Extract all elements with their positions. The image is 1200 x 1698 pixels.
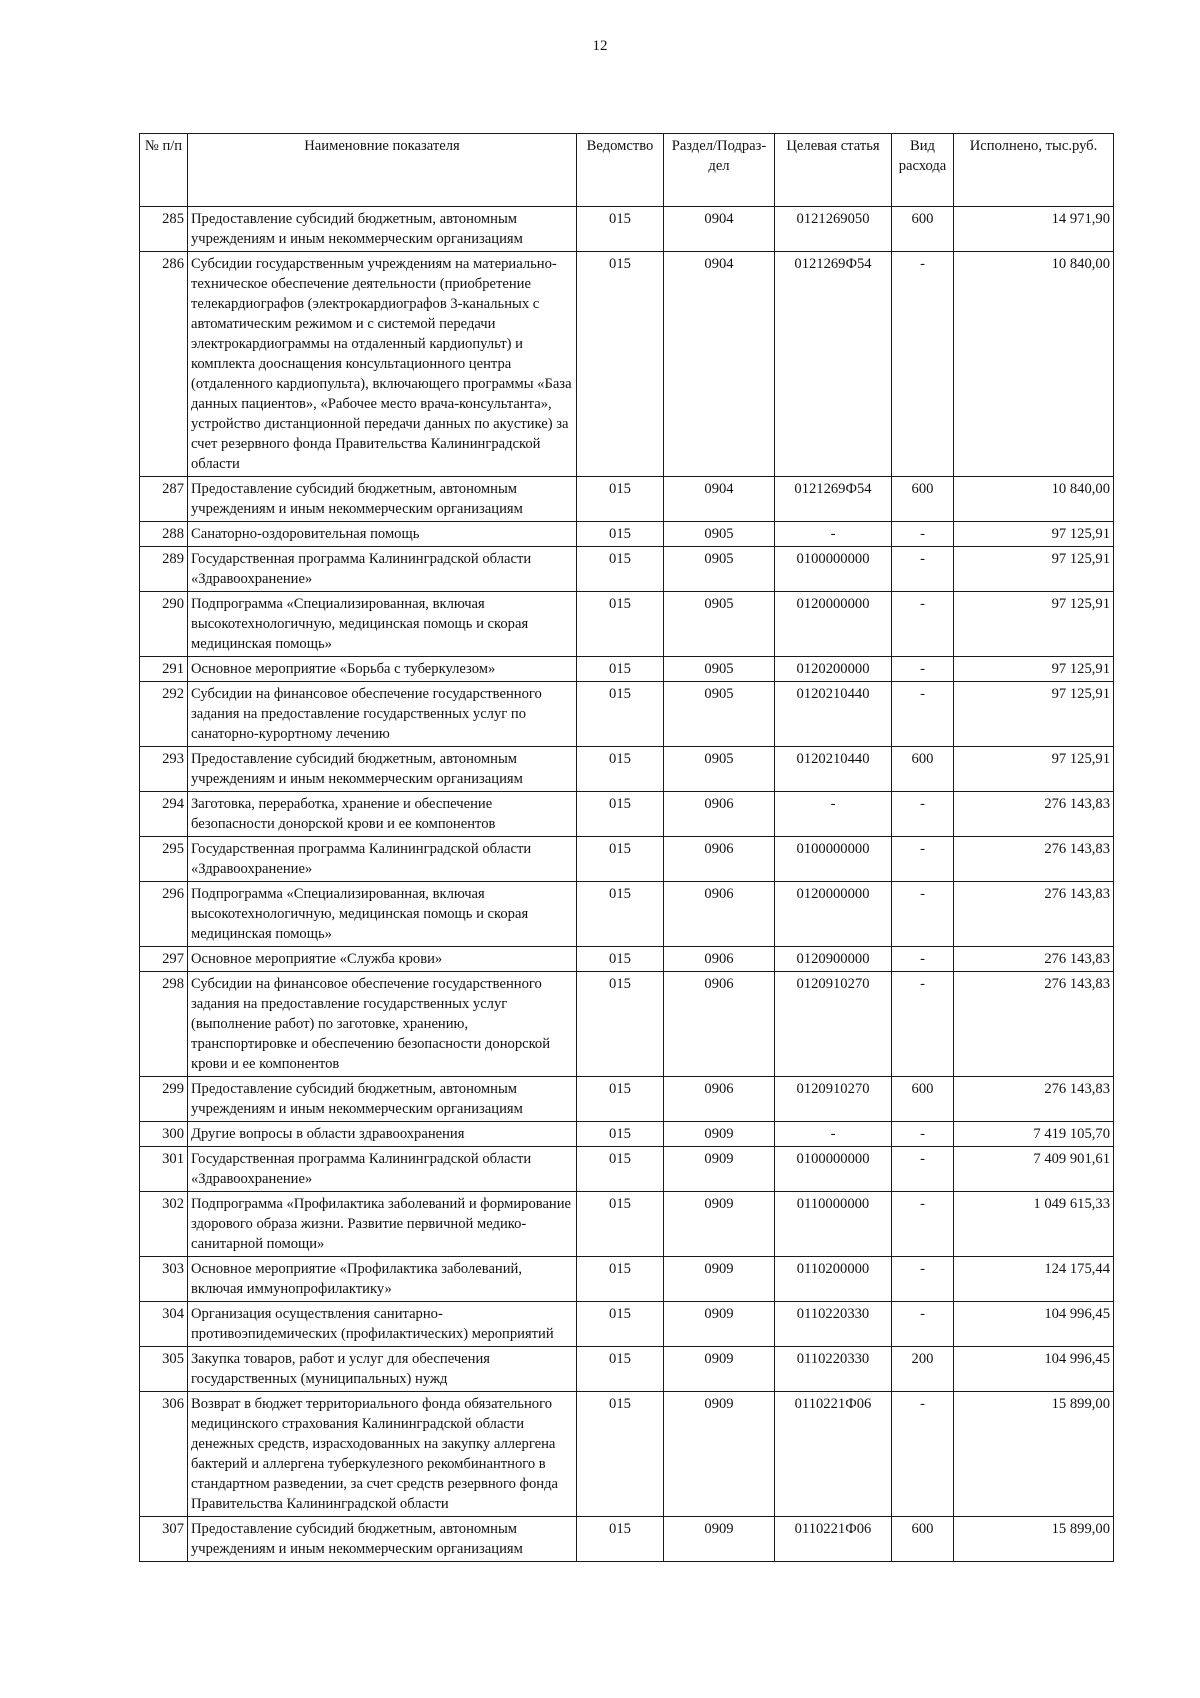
header-dept: Ведомство xyxy=(577,134,664,207)
cell-type: - xyxy=(892,947,954,972)
cell-section: 0905 xyxy=(664,747,775,792)
cell-name: Основное мероприятие «Борьба с туберкулезом» xyxy=(188,657,577,682)
cell-num: 287 xyxy=(140,477,188,522)
table-row xyxy=(140,837,1114,882)
cell-num: 303 xyxy=(140,1257,188,1302)
cell-section: 0909 xyxy=(664,1122,775,1147)
cell-target: 0120910270 xyxy=(775,972,892,1077)
cell-target: 0120210440 xyxy=(775,682,892,747)
table-row xyxy=(140,522,1114,547)
cell-target: 0100000000 xyxy=(775,547,892,592)
cell-dept: 015 xyxy=(577,972,664,1077)
cell-name: Санаторно-оздоровительная помощь xyxy=(188,522,577,547)
cell-dept: 015 xyxy=(577,882,664,947)
cell-section: 0909 xyxy=(664,1192,775,1257)
cell-num: 298 xyxy=(140,972,188,1077)
cell-num: 294 xyxy=(140,792,188,837)
cell-dept: 015 xyxy=(577,1257,664,1302)
cell-amount: 124 175,44 xyxy=(954,1257,1114,1302)
cell-name: Другие вопросы в области здравоохранения xyxy=(188,1122,577,1147)
table-row xyxy=(140,1122,1114,1147)
table-body xyxy=(140,207,1114,1562)
cell-section: 0905 xyxy=(664,522,775,547)
cell-section: 0909 xyxy=(664,1147,775,1192)
cell-section: 0904 xyxy=(664,207,775,252)
cell-target: - xyxy=(775,522,892,547)
cell-amount: 15 899,00 xyxy=(954,1392,1114,1517)
cell-num: 288 xyxy=(140,522,188,547)
cell-type: 600 xyxy=(892,1517,954,1562)
table-row xyxy=(140,947,1114,972)
table-row xyxy=(140,1257,1114,1302)
cell-amount: 97 125,91 xyxy=(954,657,1114,682)
cell-dept: 015 xyxy=(577,1192,664,1257)
cell-dept: 015 xyxy=(577,1392,664,1517)
cell-name: Государственная программа Калининградской области «Здравоохранение» xyxy=(188,1147,577,1192)
cell-type: - xyxy=(892,1192,954,1257)
cell-type: - xyxy=(892,972,954,1077)
cell-section: 0906 xyxy=(664,972,775,1077)
cell-num: 295 xyxy=(140,837,188,882)
cell-amount: 7 409 901,61 xyxy=(954,1147,1114,1192)
cell-target: 0110221Ф06 xyxy=(775,1517,892,1562)
cell-amount: 97 125,91 xyxy=(954,547,1114,592)
cell-target: 0120910270 xyxy=(775,1077,892,1122)
cell-amount: 97 125,91 xyxy=(954,747,1114,792)
cell-dept: 015 xyxy=(577,592,664,657)
cell-target: - xyxy=(775,1122,892,1147)
table-row xyxy=(140,747,1114,792)
table-row xyxy=(140,1347,1114,1392)
cell-amount: 1 049 615,33 xyxy=(954,1192,1114,1257)
table-row xyxy=(140,252,1114,477)
table-row xyxy=(140,1302,1114,1347)
cell-dept: 015 xyxy=(577,792,664,837)
cell-target: 0110200000 xyxy=(775,1257,892,1302)
cell-section: 0909 xyxy=(664,1302,775,1347)
cell-target: 0120000000 xyxy=(775,592,892,657)
cell-amount: 276 143,83 xyxy=(954,1077,1114,1122)
cell-section: 0909 xyxy=(664,1392,775,1517)
cell-type: - xyxy=(892,522,954,547)
cell-num: 299 xyxy=(140,1077,188,1122)
table-row xyxy=(140,682,1114,747)
cell-target: 0120900000 xyxy=(775,947,892,972)
cell-amount: 97 125,91 xyxy=(954,522,1114,547)
cell-dept: 015 xyxy=(577,1347,664,1392)
cell-target: 0100000000 xyxy=(775,837,892,882)
cell-dept: 015 xyxy=(577,1147,664,1192)
cell-name: Возврат в бюджет территориального фонда обязательного медицинского страхования Калининградской области денежных средств, израсходованных на закупку аллергена бактерий и аллергена туберкулезного рекомбинантного в стандартном разведении, за счет средств резервного фонда Правительства Калининградской области xyxy=(188,1392,577,1517)
header-target: Целевая статья xyxy=(775,134,892,207)
cell-name: Основное мероприятие «Профилактика заболеваний, включая иммунопрофилактику» xyxy=(188,1257,577,1302)
cell-target: 0120200000 xyxy=(775,657,892,682)
cell-num: 289 xyxy=(140,547,188,592)
table-row xyxy=(140,657,1114,682)
cell-amount: 276 143,83 xyxy=(954,972,1114,1077)
header-num: № п/п xyxy=(140,134,188,207)
cell-num: 302 xyxy=(140,1192,188,1257)
cell-name: Субсидии государственным учреждениям на материально-техническое обеспечение деятельности (приобретение телекардиографов (электрокардиографов 3-канальных с автоматическим режимом и с системой передачи электрокардиограммы на отдаленный кардиопульт) и комплекта дооснащения консультационного центра (отдаленного кардиопульта), включающего программы «База данных пациентов», «Рабочее место врача-консультанта», устройство дистанционной передачи данных по акустике) за счет резервного фонда Правительства Калининградской области xyxy=(188,252,577,477)
cell-dept: 015 xyxy=(577,837,664,882)
cell-amount: 14 971,90 xyxy=(954,207,1114,252)
cell-name: Субсидии на финансовое обеспечение государственного задания на предоставление государственных услуг (выполнение работ) по заготовке, хранению, транспортировке и обеспечению безопасности донорской крови и ее компонентов xyxy=(188,972,577,1077)
cell-name: Предоставление субсидий бюджетным, автономным учреждениям и иным некоммерческим организациям xyxy=(188,477,577,522)
cell-dept: 015 xyxy=(577,657,664,682)
cell-dept: 015 xyxy=(577,682,664,747)
cell-section: 0904 xyxy=(664,252,775,477)
cell-amount: 15 899,00 xyxy=(954,1517,1114,1562)
cell-section: 0906 xyxy=(664,837,775,882)
page-number: 12 xyxy=(592,38,608,54)
cell-target: 0110220330 xyxy=(775,1347,892,1392)
cell-type: 200 xyxy=(892,1347,954,1392)
cell-amount: 10 840,00 xyxy=(954,252,1114,477)
cell-amount: 276 143,83 xyxy=(954,792,1114,837)
table-header-row xyxy=(140,134,1114,207)
cell-amount: 97 125,91 xyxy=(954,592,1114,657)
cell-type: - xyxy=(892,1147,954,1192)
cell-name: Предоставление субсидий бюджетным, автономным учреждениям и иным некоммерческим организациям xyxy=(188,747,577,792)
cell-type: - xyxy=(892,252,954,477)
cell-dept: 015 xyxy=(577,547,664,592)
cell-target: 0110000000 xyxy=(775,1192,892,1257)
cell-target: 0121269050 xyxy=(775,207,892,252)
cell-dept: 015 xyxy=(577,252,664,477)
cell-target: 0110220330 xyxy=(775,1302,892,1347)
cell-num: 291 xyxy=(140,657,188,682)
table-row xyxy=(140,477,1114,522)
cell-target: 0110221Ф06 xyxy=(775,1392,892,1517)
cell-type: - xyxy=(892,682,954,747)
table-row xyxy=(140,592,1114,657)
cell-num: 297 xyxy=(140,947,188,972)
cell-amount: 7 419 105,70 xyxy=(954,1122,1114,1147)
header-name: Наименовние показателя xyxy=(188,134,577,207)
cell-type: - xyxy=(892,1302,954,1347)
cell-target: 0100000000 xyxy=(775,1147,892,1192)
cell-name: Предоставление субсидий бюджетным, автономным учреждениям и иным некоммерческим организациям xyxy=(188,207,577,252)
table-row xyxy=(140,207,1114,252)
cell-amount: 276 143,83 xyxy=(954,882,1114,947)
cell-num: 292 xyxy=(140,682,188,747)
table-row xyxy=(140,972,1114,1077)
cell-num: 307 xyxy=(140,1517,188,1562)
cell-num: 305 xyxy=(140,1347,188,1392)
cell-name: Подпрограмма «Специализированная, включая высокотехнологичную, медицинская помощь и скорая медицинская помощь» xyxy=(188,882,577,947)
cell-dept: 015 xyxy=(577,947,664,972)
cell-num: 286 xyxy=(140,252,188,477)
header-type: Вид расхода xyxy=(892,134,954,207)
table-row xyxy=(140,1147,1114,1192)
cell-section: 0906 xyxy=(664,947,775,972)
table-row xyxy=(140,792,1114,837)
table-row xyxy=(140,882,1114,947)
cell-name: Государственная программа Калининградской области «Здравоохранение» xyxy=(188,547,577,592)
cell-section: 0904 xyxy=(664,477,775,522)
cell-type: - xyxy=(892,882,954,947)
cell-name: Предоставление субсидий бюджетным, автономным учреждениям и иным некоммерческим организациям xyxy=(188,1517,577,1562)
header-section: Раздел/Подраз-дел xyxy=(664,134,775,207)
cell-num: 293 xyxy=(140,747,188,792)
cell-type: - xyxy=(892,792,954,837)
cell-num: 290 xyxy=(140,592,188,657)
cell-name: Субсидии на финансовое обеспечение государственного задания на предоставление государственных услуг по санаторно-курортному лечению xyxy=(188,682,577,747)
cell-dept: 015 xyxy=(577,522,664,547)
cell-name: Подпрограмма «Специализированная, включая высокотехнологичную, медицинская помощь и скорая медицинская помощь» xyxy=(188,592,577,657)
cell-amount: 104 996,45 xyxy=(954,1347,1114,1392)
cell-target: - xyxy=(775,792,892,837)
cell-name: Предоставление субсидий бюджетным, автономным учреждениям и иным некоммерческим организациям xyxy=(188,1077,577,1122)
cell-amount: 104 996,45 xyxy=(954,1302,1114,1347)
cell-name: Заготовка, переработка, хранение и обеспечение безопасности донорской крови и ее компонентов xyxy=(188,792,577,837)
cell-amount: 276 143,83 xyxy=(954,947,1114,972)
cell-dept: 015 xyxy=(577,747,664,792)
cell-name: Основное мероприятие «Служба крови» xyxy=(188,947,577,972)
table-row xyxy=(140,1392,1114,1517)
cell-section: 0906 xyxy=(664,792,775,837)
cell-amount: 97 125,91 xyxy=(954,682,1114,747)
budget-table xyxy=(139,133,1114,1562)
table-row xyxy=(140,1517,1114,1562)
cell-section: 0906 xyxy=(664,1077,775,1122)
cell-section: 0905 xyxy=(664,547,775,592)
cell-type: - xyxy=(892,592,954,657)
header-amount: Исполнено, тыс.руб. xyxy=(954,134,1114,207)
cell-num: 306 xyxy=(140,1392,188,1517)
cell-target: 0120210440 xyxy=(775,747,892,792)
table-row xyxy=(140,1192,1114,1257)
cell-type: 600 xyxy=(892,747,954,792)
cell-section: 0909 xyxy=(664,1257,775,1302)
cell-type: - xyxy=(892,657,954,682)
cell-target: 0121269Ф54 xyxy=(775,252,892,477)
cell-dept: 015 xyxy=(577,1302,664,1347)
cell-dept: 015 xyxy=(577,477,664,522)
cell-type: 600 xyxy=(892,1077,954,1122)
cell-name: Закупка товаров, работ и услуг для обеспечения государственных (муниципальных) нужд xyxy=(188,1347,577,1392)
cell-num: 304 xyxy=(140,1302,188,1347)
cell-amount: 276 143,83 xyxy=(954,837,1114,882)
cell-name: Подпрограмма «Профилактика заболеваний и формирование здорового образа жизни. Развитие первичной медико-санитарной помощи» xyxy=(188,1192,577,1257)
cell-target: 0121269Ф54 xyxy=(775,477,892,522)
cell-type: - xyxy=(892,1257,954,1302)
cell-name: Государственная программа Калининградской области «Здравоохранение» xyxy=(188,837,577,882)
cell-section: 0909 xyxy=(664,1347,775,1392)
cell-type: 600 xyxy=(892,207,954,252)
cell-dept: 015 xyxy=(577,1077,664,1122)
table-row xyxy=(140,547,1114,592)
cell-num: 296 xyxy=(140,882,188,947)
cell-type: 600 xyxy=(892,477,954,522)
cell-section: 0905 xyxy=(664,657,775,682)
cell-dept: 015 xyxy=(577,1122,664,1147)
cell-dept: 015 xyxy=(577,207,664,252)
cell-section: 0905 xyxy=(664,592,775,657)
cell-target: 0120000000 xyxy=(775,882,892,947)
cell-name: Организация осуществления санитарно-противоэпидемических (профилактических) мероприятий xyxy=(188,1302,577,1347)
cell-amount: 10 840,00 xyxy=(954,477,1114,522)
cell-section: 0909 xyxy=(664,1517,775,1562)
table-row xyxy=(140,1077,1114,1122)
cell-section: 0906 xyxy=(664,882,775,947)
cell-type: - xyxy=(892,547,954,592)
cell-type: - xyxy=(892,1122,954,1147)
cell-type: - xyxy=(892,1392,954,1517)
cell-num: 285 xyxy=(140,207,188,252)
cell-dept: 015 xyxy=(577,1517,664,1562)
cell-num: 301 xyxy=(140,1147,188,1192)
cell-section: 0905 xyxy=(664,682,775,747)
cell-num: 300 xyxy=(140,1122,188,1147)
cell-type: - xyxy=(892,837,954,882)
